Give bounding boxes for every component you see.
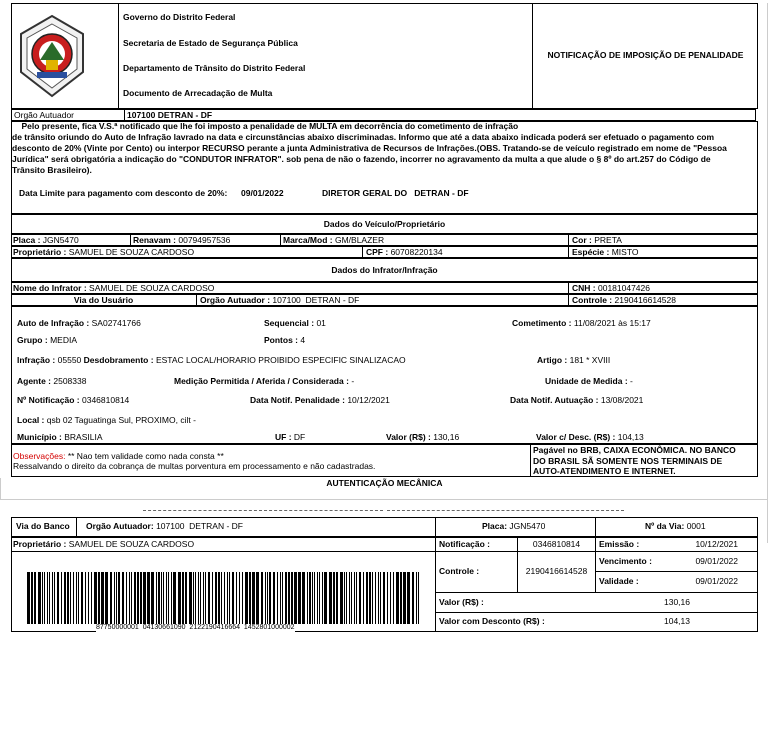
bank-notificacao-value: 0346810814	[532, 539, 581, 549]
bank-emissao-label: Emissão :	[599, 539, 640, 549]
notice-line-2: de trânsito oriundo do Auto de Infração lavrado na data e circunstâncias abaixo discriminadas. Informo que até a data abaixo indicada poderá ser efetuado o pagamento com	[12, 132, 715, 142]
observacoes-text: ** Nao tem validade como nada consta **	[67, 451, 224, 461]
notificacao-value: 0346810814	[82, 395, 130, 405]
detran-emblem-icon	[17, 14, 87, 98]
placa-label: Placa :	[13, 235, 41, 245]
infrator-orgao-value: 107100 DETRAN - DF	[272, 295, 360, 305]
cpf-label: CPF :	[366, 247, 389, 257]
grupo-label: Grupo :	[17, 335, 48, 345]
uf-value: DF	[293, 432, 306, 442]
proprietario-label: Proprietário :	[13, 247, 67, 257]
notice-line-4: Jurídica" será obrigatória a indicação do "CONDUTOR INFRATOR". sob pena de não o fazendo, incorrer no agravamento da multa a que alude o § 8º do art.257 do Código de	[12, 154, 711, 164]
cometimento-label: Cometimento :	[512, 318, 572, 328]
bank-vencimento-label: Vencimento :	[599, 556, 652, 566]
artigo-label: Artigo :	[537, 355, 568, 365]
cut-line-left	[143, 510, 383, 511]
bank-proprietario-label: Proprietário :	[13, 539, 67, 549]
agente-value: 2508338	[53, 376, 87, 386]
medicao-value: -	[351, 376, 355, 386]
data-autuacao-value: 13/08/2021	[600, 395, 644, 405]
bank-orgao-label: Orgão Autuador:	[86, 521, 154, 531]
controle-label: Controle :	[572, 295, 613, 305]
renavam-value: 00794957536	[178, 235, 231, 245]
vehicle-section-title: Dados do Veículo/Proprietário	[323, 219, 446, 229]
desdobramento-value: ESTAC LOCAL/HORARIO PROIBIDO ESPECIFIC SINALIZACAO	[155, 355, 406, 365]
bank-controle-label: Controle :	[439, 566, 480, 576]
header-secretariat: Secretaria de Estado de Segurança Pública	[123, 38, 298, 48]
barcode-digits: 87750000001 04130661090 2122190416664 1452801000002	[96, 624, 295, 631]
cometimento-value: 11/08/2021 às 15:17	[573, 318, 651, 328]
bank-vencimento-value: 09/01/2022	[695, 556, 738, 566]
cor-value: PRETA	[594, 235, 622, 245]
limit-date: 09/01/2022	[241, 188, 284, 198]
limit-label: Data Limite para pagamento com desconto de 20%:	[19, 188, 228, 198]
local-value: qsb 02 Taguatinga Sul, PROXIMO, cilt -	[46, 415, 196, 425]
barcode	[27, 572, 421, 624]
data-penalidade-label: Data Notif. Penalidade :	[250, 395, 345, 405]
header-department: Departamento de Trânsito do Distrito Federal	[123, 63, 306, 73]
cor-label: Cor :	[572, 235, 592, 245]
especie-value: MISTO	[611, 247, 639, 257]
renavam-label: Renavam :	[133, 235, 176, 245]
bank-orgao-value: 107100 DETRAN - DF	[156, 521, 243, 531]
bank-placa-label: Placa:	[482, 521, 508, 531]
bank-nvia-label: Nº da Via:	[645, 521, 685, 531]
header-document-type: Documento de Arrecadação de Multa	[123, 88, 273, 98]
agente-label: Agente :	[17, 376, 51, 386]
pagavel-line-2: DO BRASIL SÃ SOMENTE NOS TERMINAIS DE	[533, 456, 723, 466]
pagavel-line-1: Pagável no BRB, CAIXA ECONÔMICA. NO BANCO	[533, 445, 736, 455]
observacoes-text-2: Ressalvando o direito da cobrança de multas porventura em processamento e não cadastradas.	[13, 461, 376, 471]
notificacao-label: Nº Notificação :	[17, 395, 80, 405]
marca-label: Marca/Mod :	[283, 235, 333, 245]
infrator-name-value: SAMUEL DE SOUZA CARDOSO	[89, 283, 215, 293]
grupo-value: MEDIA	[50, 335, 77, 345]
document-title: NOTIFICAÇÃO DE IMPOSIÇÃO DE PENALIDADE	[547, 50, 744, 60]
municipio-value: BRASILIA	[64, 432, 103, 442]
bank-validade-label: Validade :	[599, 576, 639, 586]
valor-desconto-value: 104,13	[617, 432, 644, 442]
infrator-orgao-label: Orgão Autuador :	[200, 295, 271, 305]
bank-notificacao-label: Notificação :	[439, 539, 491, 549]
pagavel-line-3: AUTO-ATENDIMENTO E INTERNET.	[533, 466, 676, 476]
notice-line-3: desconto de 20% (Vinte por Cento) ou interpor RECURSO perante a junta Administrativa de Recursos de Infrações.(OBS. Tratando-se de veículo registrado em nome de "Pessoa	[12, 143, 727, 153]
proprietario-value: SAMUEL DE SOUZA CARDOSO	[68, 247, 195, 257]
bank-placa-value: JGN5470	[509, 521, 546, 531]
uf-label: UF :	[275, 432, 292, 442]
autenticacao-mecanica: AUTENTICAÇÃO MECÂNICA	[326, 478, 443, 488]
valor-label: Valor (R$) :	[386, 432, 431, 442]
infrator-section-title: Dados do Infrator/Infração	[331, 265, 438, 275]
valor-desconto-label: Valor c/ Desc. (R$) :	[536, 432, 616, 442]
artigo-value: 181 * XVIII	[569, 355, 611, 365]
bank-controle-value: 2190416614528	[525, 566, 588, 576]
cnh-label: CNH :	[572, 283, 596, 293]
header-government: Governo do Distrito Federal	[123, 12, 236, 22]
infracao-value: 05550	[57, 355, 82, 365]
signer: DIRETOR GERAL DO DETRAN - DF	[322, 188, 469, 198]
orgao-value: 107100 DETRAN - DF	[127, 110, 213, 120]
via-usuario: Via do Usuário	[73, 295, 134, 305]
bank-emissao-value: 10/12/2021	[695, 539, 738, 549]
valor-value: 130,16	[433, 432, 460, 442]
medicao-label: Medição Permitida / Aferida / Considerada :	[174, 376, 349, 386]
sequencial-label: Sequencial :	[264, 318, 315, 328]
sequencial-value: 01	[316, 318, 326, 328]
cut-line-right	[387, 510, 624, 511]
bank-nvia-value: 0001	[686, 521, 706, 531]
cnh-value: 00181047426	[597, 283, 650, 293]
local-label: Local :	[17, 415, 45, 425]
notice-line-5: Trânsito Brasileiro).	[12, 165, 92, 175]
bank-proprietario-value: SAMUEL DE SOUZA CARDOSO	[68, 539, 195, 549]
auto-label: Auto de Infração :	[17, 318, 90, 328]
orgao-label: Orgão Autuador	[14, 110, 75, 120]
data-autuacao-label: Data Notif. Autuação :	[510, 395, 599, 405]
bank-valor-label: Valor (R$) :	[439, 597, 484, 607]
placa-value: JGN5470	[42, 235, 79, 245]
observacoes-label: Observações:	[13, 451, 66, 461]
pontos-label: Pontos :	[264, 335, 298, 345]
infrator-name-label: Nome do Infrator :	[13, 283, 87, 293]
desdobramento-label: Desdobramento :	[83, 355, 154, 365]
auto-value: SA02741766	[91, 318, 141, 328]
pontos-value: 4	[300, 335, 306, 345]
bank-validade-value: 09/01/2022	[695, 576, 738, 586]
infracao-label: Infração :	[17, 355, 56, 365]
controle-value: 2190416614528	[614, 295, 676, 305]
unidade-value: -	[630, 376, 633, 386]
notice-line-1: Pelo presente, fica V.S.ª notificado que lhe foi imposto a penalidade de MULTA em decorrência do cometimento de infração	[12, 121, 519, 131]
bank-valor-desconto-value: 104,13	[664, 616, 690, 626]
data-penalidade-value: 10/12/2021	[347, 395, 390, 405]
unidade-label: Unidade de Medida :	[545, 376, 628, 386]
bank-valor-desconto-label: Valor com Desconto (R$) :	[439, 616, 545, 626]
via-banco: Via do Banco	[16, 521, 70, 531]
marca-value: GM/BLAZER	[334, 235, 385, 245]
municipio-label: Município :	[17, 432, 62, 442]
cpf-value: 60708220134	[390, 247, 443, 257]
especie-label: Espécie :	[572, 247, 610, 257]
bank-valor-value: 130,16	[664, 597, 690, 607]
